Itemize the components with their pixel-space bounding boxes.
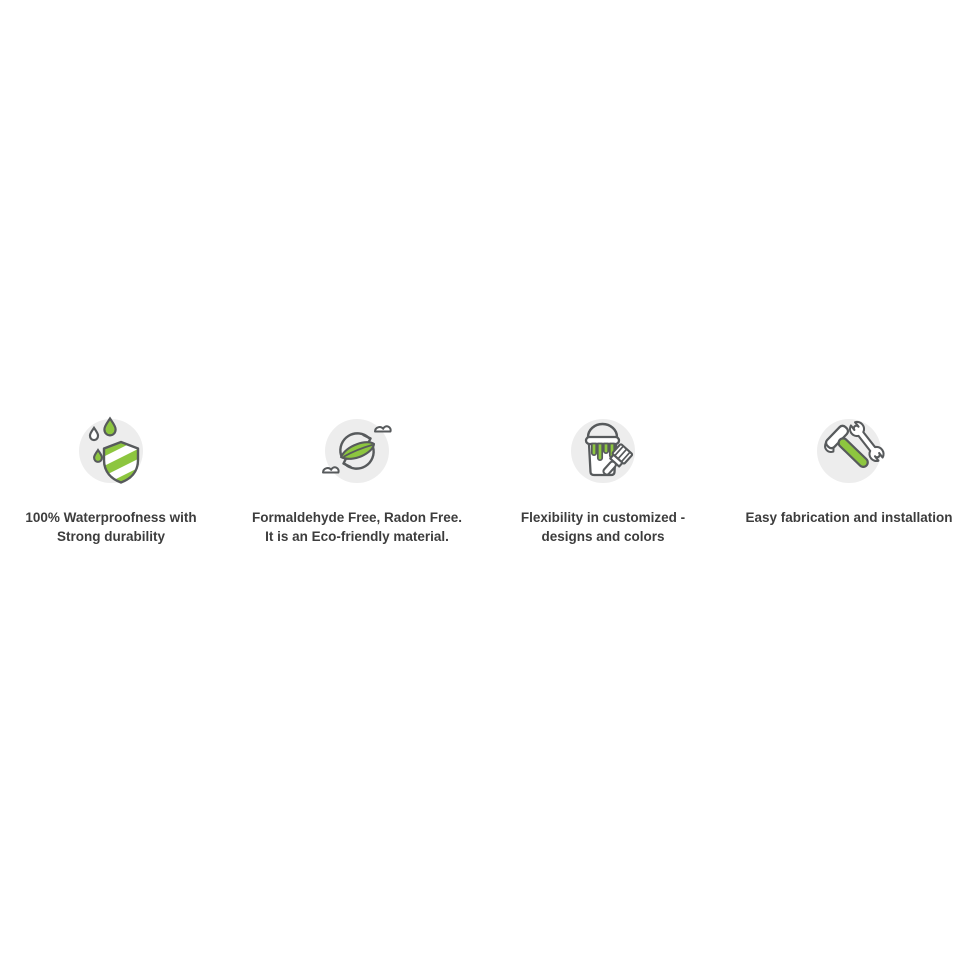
waterproof-shield-droplets-icon [71,411,151,491]
eco-recycle-leaf-icon [317,411,397,491]
feature-card-easy-installation [726,411,960,546]
feature-caption-line1: Formaldehyde Free, Radon Free. [251,510,463,525]
feature-caption-line1: Easy fabrication and installation [745,510,953,525]
paint-bucket-brush-icon [563,411,643,491]
feature-caption-line2: designs and colors [541,529,665,544]
feature-caption [521,508,685,546]
feature-caption-line2: It is an Eco-friendly material. [265,529,449,544]
hammer-wrench-icon [809,411,889,491]
feature-caption-line2: Strong durability [56,529,165,544]
feature-card-custom-designs [480,411,726,546]
feature-strip [0,411,960,546]
feature-caption-line1: 100% Waterproofness with [25,510,197,525]
feature-caption-line1: Flexibility in customized - [520,510,686,525]
feature-caption [252,508,462,546]
feature-caption [745,508,952,527]
feature-caption [25,508,196,546]
feature-card-waterproofness [0,411,234,546]
feature-card-eco-friendly [234,411,480,546]
